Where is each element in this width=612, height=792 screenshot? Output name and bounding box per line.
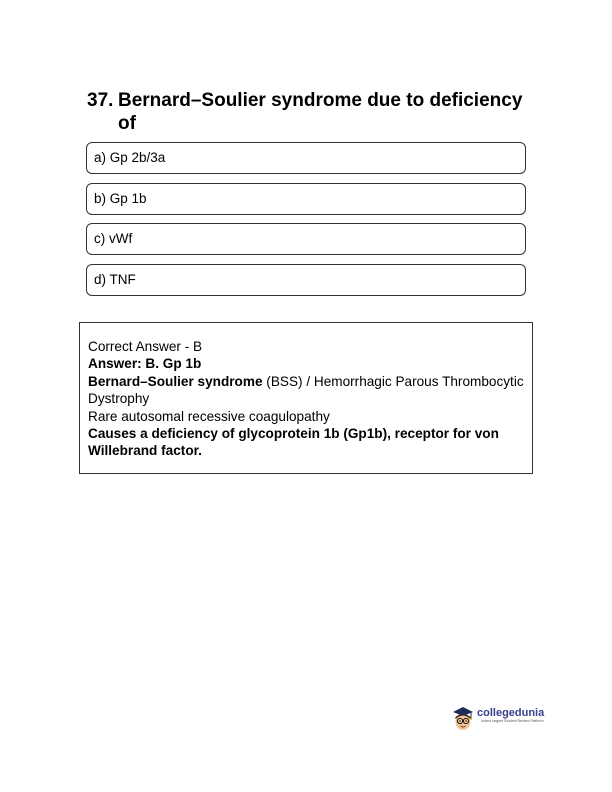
option-b[interactable]: b) Gp 1b [86,183,526,215]
correct-answer-line: Correct Answer - B [88,339,203,354]
option-c[interactable]: c) vWf [86,223,526,255]
answer-line: Answer: B. Gp 1b [88,356,202,372]
question-number: 37. [87,90,114,111]
syndrome-line [88,373,526,408]
syndrome-name: Bernard–Soulier syndrome [88,373,263,389]
logo-tagline: India's largest Student Review Platform [481,719,544,723]
question [87,89,527,135]
options-list [86,142,526,304]
logo-name: collegedunia [477,707,545,719]
question-text: Bernard–Soulier syndrome due to deficiency of [118,90,523,134]
rare-line: Rare autosomal recessive coagulopathy [88,408,330,424]
syndrome-description: (BSS) / Hemorrhagic Parous Thrombocytic Dystrophy [88,373,524,407]
collegedunia-logo [451,705,561,735]
option-d[interactable]: d) TNF [86,264,526,296]
answer-explanation-box [79,322,533,474]
cause-line: Causes a deficiency of glycoprotein 1b (Gp1b), receptor for von Willebrand factor. [88,426,499,459]
option-a[interactable]: a) Gp 2b/3a [86,142,526,174]
mascot-logo-icon [451,705,475,733]
